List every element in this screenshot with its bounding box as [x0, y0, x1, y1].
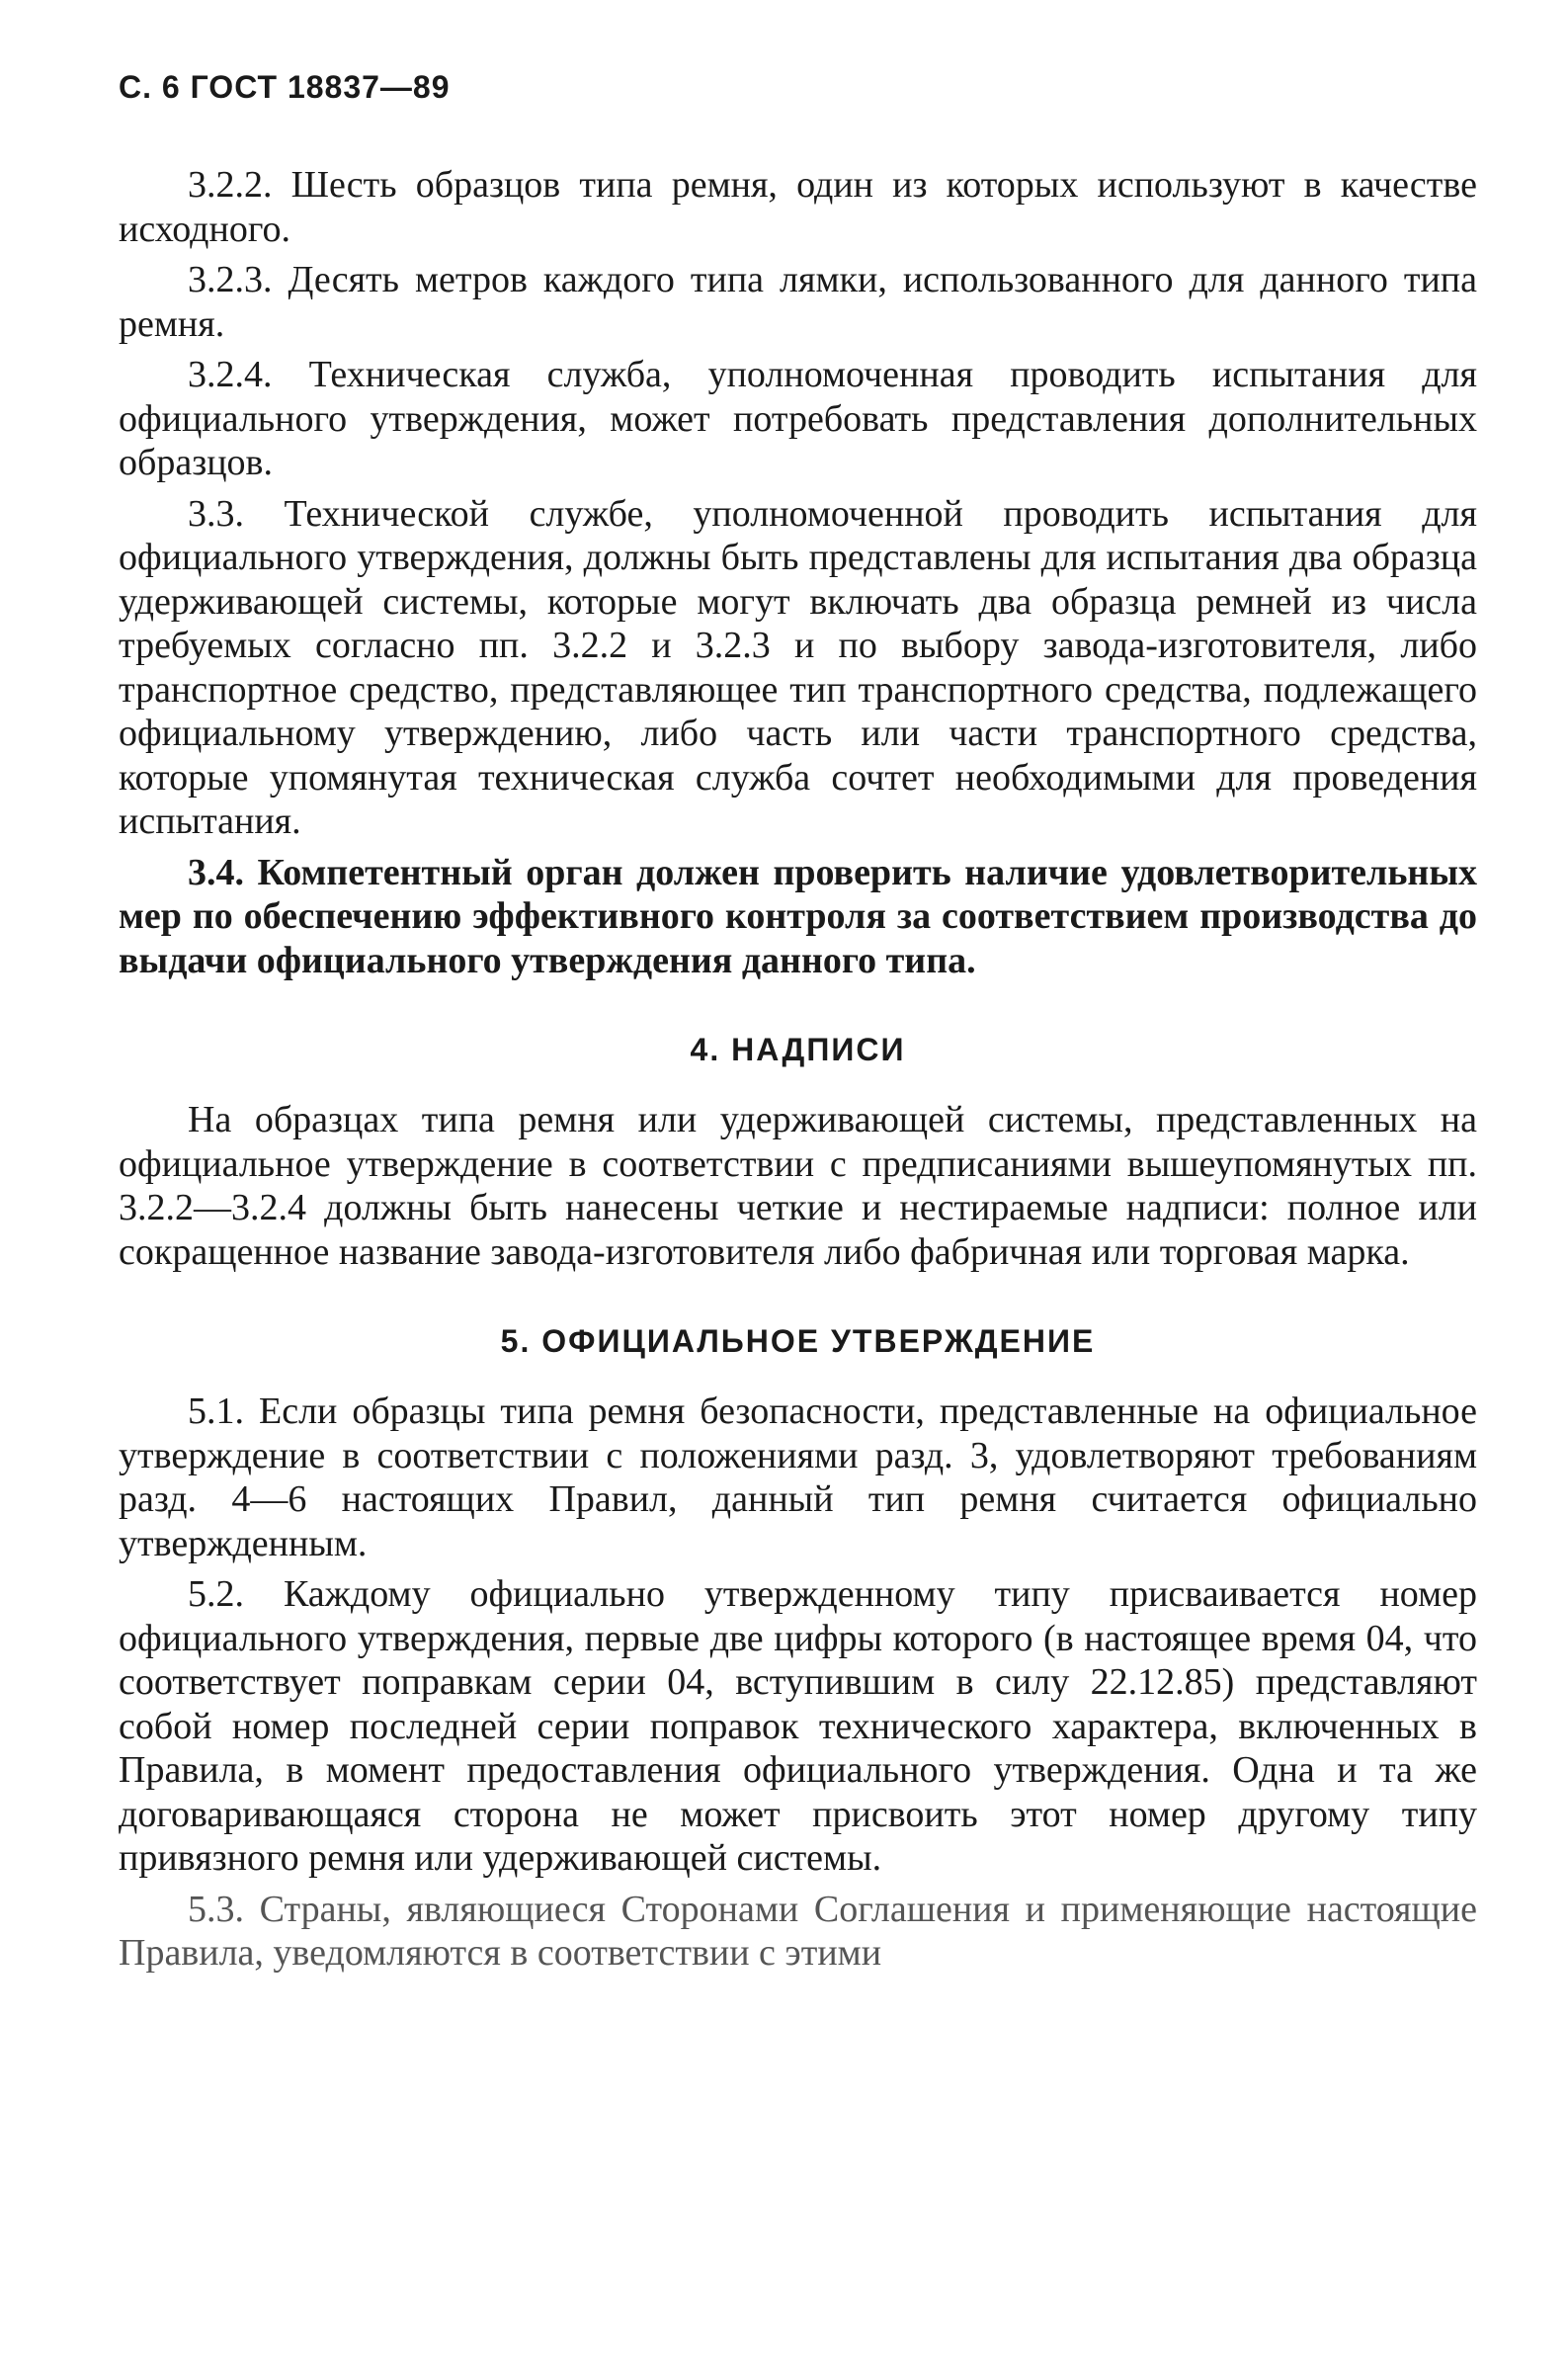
paragraph-section-4: На образцах типа ремня или удерживающей системы, представленных на официальное утверждение в соответствии с предписаниями вышеупомянутых пп. 3.2.2—3.2.4 должны быть нанесены четкие и нестираемые надписи: полное или сокращенное название завода-изготовителя либо фабричная или торговая марка.	[119, 1099, 1477, 1273]
paragraph-3-2-3: 3.2.3. Десять метров каждого типа лямки, использованного для данного типа ремня.	[119, 259, 1477, 345]
paragraph-3-2-2: 3.2.2. Шесть образцов типа ремня, один из которых используют в качестве исходного.	[119, 164, 1477, 250]
paragraph-5-2: 5.2. Каждому официально утвержденному типу присваивается номер официального утверждения, первые две цифры которого (в настоящее время 04, что соответствует поправкам серии 04, вступившим в силу 22.12.85) представляют собой номер последней серии поправок технического характера, включенных в Правила, в момент предоставления официального утверждения. Одна и та же договаривающаяся сторона не может присвоить этот номер другому типу привязного ремня или удерживающей системы.	[119, 1573, 1477, 1879]
paragraph-3-2-4: 3.2.4. Техническая служба, уполномоченная проводить испытания для официального утверждения, может потребовать представления дополнительных образцов.	[119, 354, 1477, 483]
section-5-heading: 5. ОФИЦИАЛЬНОЕ УТВЕРЖДЕНИЕ	[500, 1323, 1096, 1359]
paragraph-3-3: 3.3. Технической службе, уполномоченной проводить испытания для официального утверждения, должны быть представлены для испытания два образца удерживающей системы, которые могут включать два образца ремней из числа требуемых согласно пп. 3.2.2 и 3.2.3 и по выбору завода-изготовителя, либо транспортное средство, представляющее тип транспортного средства, подлежащего официальному утверждению, либо часть или части транспортного средства, которые упомянутая техническая служба сочтет необходимыми для проведения испытания.	[119, 492, 1477, 842]
paragraph-5-3: 5.3. Страны, являющиеся Сторонами Соглашения и применяющие настоящие Правила, уведомляются в соответствии с этими	[119, 1888, 1477, 1974]
section-4-heading: 4. НАДПИСИ	[690, 1032, 906, 1067]
paragraph-5-1: 5.1. Если образцы типа ремня безопасности, представленные на официальное утверждение в соответствии с положениями разд. 3, удовлетворяют требованиям разд. 4—6 настоящих Правил, данный тип ремня считается официально утвержденным.	[119, 1390, 1477, 1564]
document-body	[119, 163, 1477, 1982]
page-header: С. 6 ГОСТ 18837—89	[119, 69, 451, 105]
paragraph-3-4: 3.4. Компетентный орган должен проверить наличие удовлетворительных мер по обеспечению эффективного контроля за соответствием производства до выдачи официального утверждения данного типа.	[119, 851, 1477, 981]
